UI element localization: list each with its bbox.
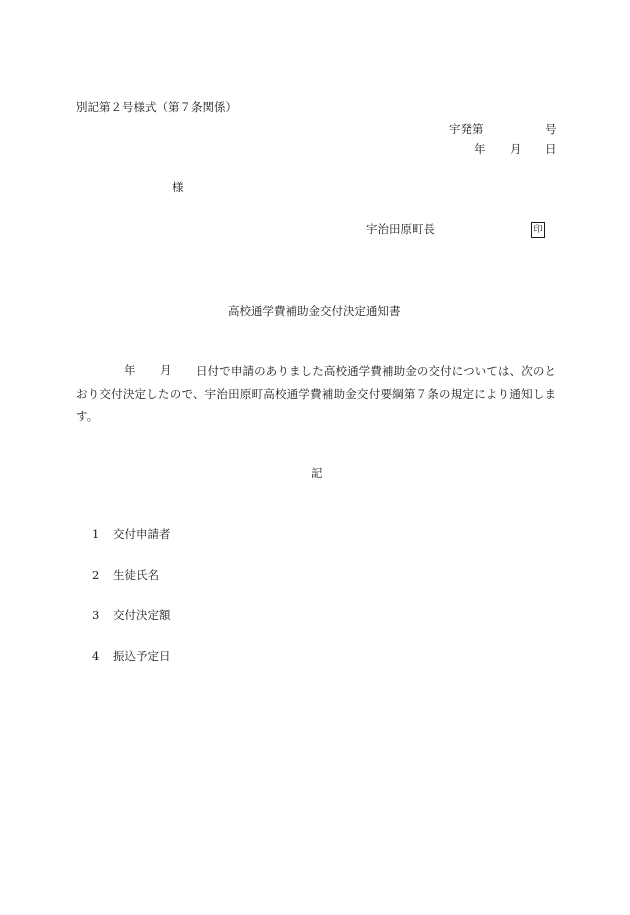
document-title: 高校通学費補助金交付決定通知書 [228, 304, 401, 318]
list-item [92, 570, 159, 582]
date-year-label: 年 [474, 142, 486, 156]
body-year-label: 年 [124, 363, 136, 377]
body-paragraph: 日付で申請のありました高校通学費補助金の交付については、次のとおり交付決定したので、宇治田原町高校通学費補助金交付要綱第７条の規定により通知します。 [76, 364, 556, 423]
date-day-label: 日 [545, 142, 557, 156]
reference-number-suffix: 号 [545, 122, 557, 136]
item-number: 1 [92, 527, 100, 541]
recipient-honorific: 様 [172, 180, 184, 194]
date-month-label: 月 [510, 142, 522, 156]
item-label: 振込予定日 [113, 649, 171, 663]
list-item [92, 529, 171, 541]
item-number: 2 [92, 568, 100, 582]
item-label: 生徒氏名 [113, 568, 159, 582]
body-month-label: 月 [160, 363, 172, 377]
sender-name: 宇治田原町長 [366, 222, 435, 236]
reference-number-prefix: 宇発第 [449, 122, 484, 136]
form-title: 別記第２号様式（第７条関係） [76, 100, 237, 114]
ki-heading: 記 [311, 466, 323, 480]
item-number: 4 [92, 649, 100, 663]
item-label: 交付申請者 [113, 527, 171, 541]
list-item [92, 610, 171, 622]
seal-stamp: 印 [531, 222, 545, 238]
list-item [92, 651, 171, 663]
item-number: 3 [92, 608, 100, 622]
item-label: 交付決定額 [113, 608, 171, 622]
